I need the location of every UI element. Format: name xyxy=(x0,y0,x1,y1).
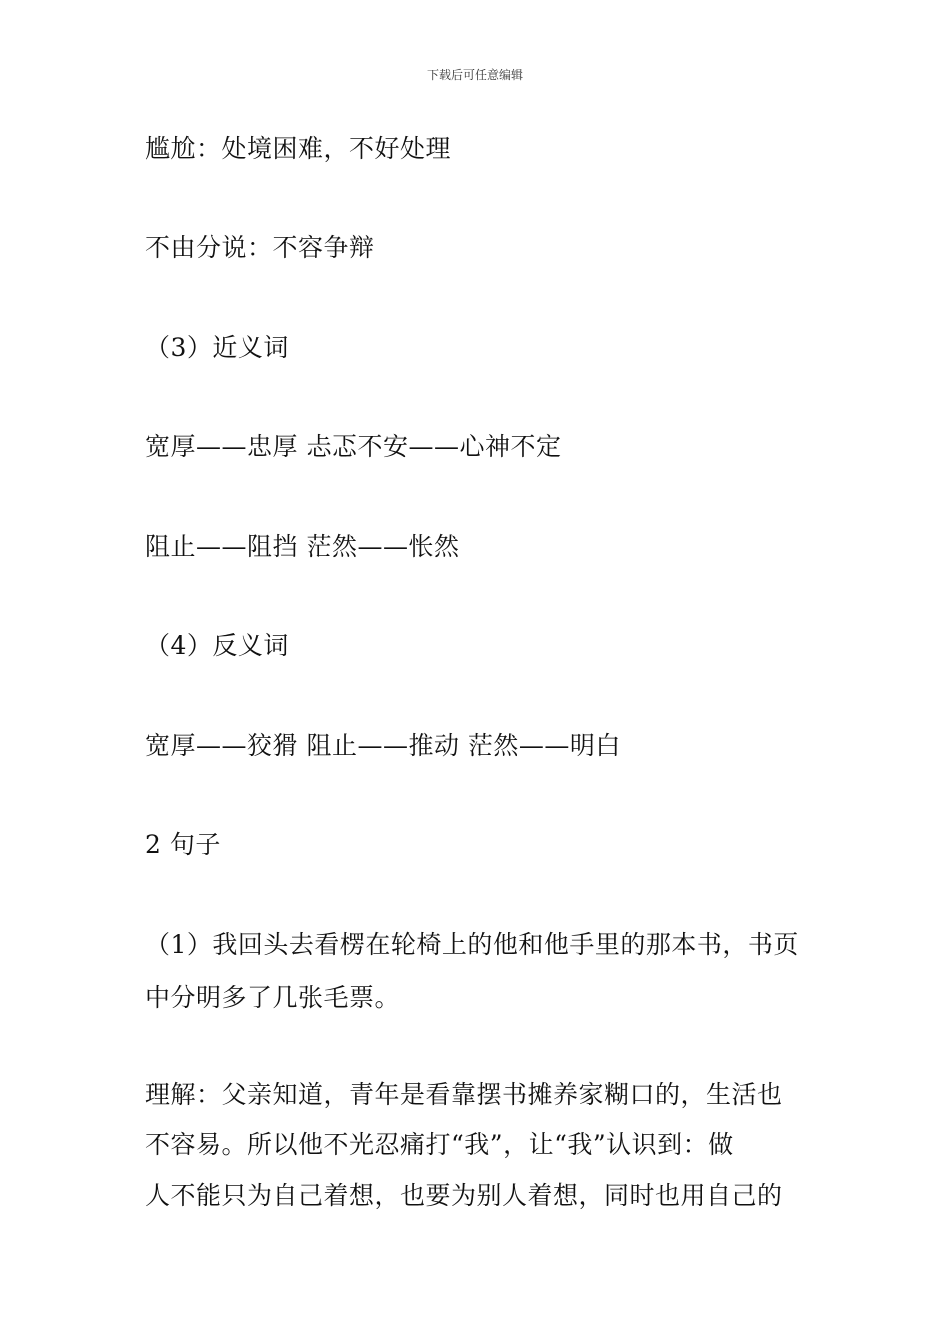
section-heading-synonyms: （3）近义词 xyxy=(145,333,289,362)
section-heading-sentences: 2 句子 xyxy=(145,830,221,859)
definition-line-buyoufenshuo: 不由分说：不容争辩 xyxy=(145,233,375,262)
synonym-line-1: 宽厚——忠厚 忐忑不安——心神不定 xyxy=(145,432,562,461)
antonym-line: 宽厚——狡猾 阻止——推动 茫然——明白 xyxy=(145,731,621,760)
definition-line-ganga: 尴尬：处境困难，不好处理 xyxy=(145,134,452,163)
section-heading-antonyms: （4）反义词 xyxy=(145,631,289,660)
sentence-1-line-2: 中分明多了几张毛票。 xyxy=(145,983,401,1012)
synonym-line-2: 阻止——阻挡 茫然——怅然 xyxy=(145,532,460,561)
understanding-line-1: 理解：父亲知道，青年是看靠摆书摊养家糊口的，生活也 xyxy=(145,1080,783,1109)
understanding-line-2: 不容易。所以他不光忍痛打“我”，让“我”认识到：做 xyxy=(145,1130,734,1159)
page-header: 下载后可任意编辑 xyxy=(426,68,523,82)
understanding-line-3: 人不能只为自己着想，也要为别人着想，同时也用自己的 xyxy=(145,1181,783,1210)
sentence-1-line-1: （1）我回头去看楞在轮椅上的他和他手里的那本书，书页 xyxy=(145,930,799,959)
